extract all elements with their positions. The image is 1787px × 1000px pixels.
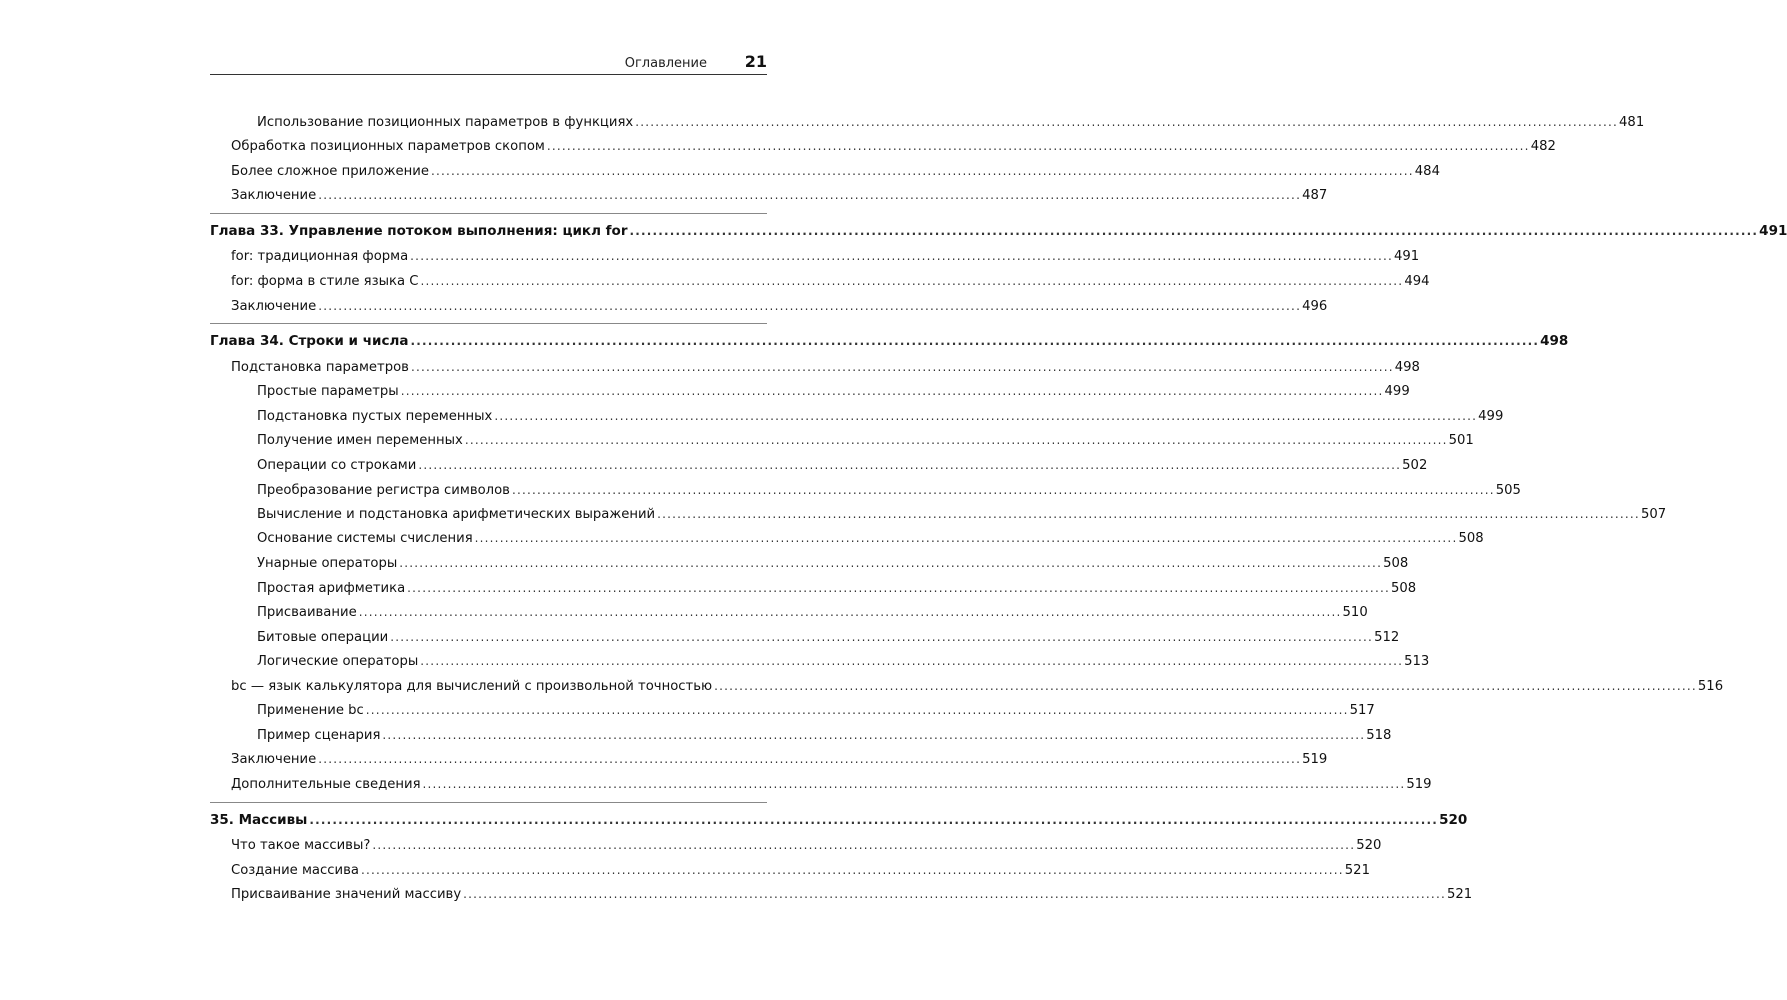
- toc-entry-page: 487: [1302, 188, 1328, 203]
- toc-entry-page: 482: [1530, 139, 1556, 154]
- dot-leader: ....................................................................................................................................................................................................: [474, 531, 1458, 545]
- toc-entry-page: 513: [1404, 654, 1430, 669]
- toc-entry-label: Использование позиционных параметров в функциях: [257, 115, 634, 130]
- toc-entry-label: Логические операторы: [257, 654, 419, 669]
- toc-entry: [257, 628, 1400, 646]
- toc-entry-page: 508: [1383, 556, 1409, 571]
- toc-entry: [231, 272, 1430, 290]
- dot-leader: ....................................................................................................................................................................................................: [372, 838, 1356, 852]
- toc-entry-page: 501: [1448, 433, 1474, 448]
- dot-leader: ....................................................................................................................................................................................................: [418, 458, 1402, 472]
- dot-leader: ....................................................................................................................................................................................................: [629, 224, 1759, 238]
- toc-entry-page: 510: [1342, 605, 1368, 620]
- toc-chapter-page: 498: [1540, 333, 1569, 349]
- toc-entry-page: 491: [1394, 249, 1420, 264]
- toc-entry-page: 499: [1384, 384, 1410, 399]
- dot-leader: ....................................................................................................................................................................................................: [546, 139, 1530, 153]
- toc-entry-page: 494: [1404, 274, 1430, 289]
- toc-entry: [231, 162, 1440, 180]
- toc-entry-page: 505: [1495, 483, 1521, 498]
- toc-entry: [257, 407, 1504, 425]
- toc-entry-label: bc — язык калькулятора для вычислений с произвольной точностью: [231, 679, 713, 694]
- toc-chapter-page: 491: [1759, 223, 1787, 239]
- toc-entry-page: 499: [1478, 409, 1504, 424]
- dot-leader: ....................................................................................................................................................................................................: [318, 188, 1302, 202]
- dot-leader: ....................................................................................................................................................................................................: [365, 703, 1349, 717]
- dot-leader: ....................................................................................................................................................................................................: [714, 679, 1697, 693]
- toc-entry: [231, 297, 1328, 315]
- toc-entry: [257, 579, 1417, 597]
- toc-entry: [231, 677, 1724, 695]
- toc-entry: [257, 505, 1667, 523]
- toc-entry-label: Подстановка параметров: [231, 360, 409, 375]
- toc-entry-label: Присваивание: [257, 605, 357, 620]
- toc-chapter: [210, 811, 1468, 829]
- toc-entry: [231, 836, 1382, 854]
- toc-entry-page: 507: [1640, 507, 1667, 522]
- toc-entry-label: Дополнительные сведения: [231, 777, 421, 792]
- toc-entry-label: Заключение: [231, 299, 317, 314]
- toc-entry-label: Заключение: [231, 188, 317, 203]
- toc-entry-label: Битовые операции: [257, 630, 389, 645]
- toc-entry: [257, 554, 1409, 572]
- toc-entry-page: 521: [1446, 887, 1473, 902]
- dot-leader: ....................................................................................................................................................................................................: [463, 887, 1446, 901]
- toc-entry-label: Простая арифметика: [257, 581, 406, 596]
- dot-leader: ....................................................................................................................................................................................................: [657, 507, 1640, 521]
- toc-entry: [257, 652, 1430, 670]
- chapter-separator: [210, 323, 767, 324]
- toc-entry-label: Операции со строками: [257, 458, 417, 473]
- toc-entry-page: 508: [1391, 581, 1417, 596]
- toc-entry-page: 517: [1349, 703, 1375, 718]
- toc-entry-page: 519: [1302, 752, 1328, 767]
- dot-leader: ....................................................................................................................................................................................................: [430, 164, 1414, 178]
- dot-leader: ....................................................................................................................................................................................................: [390, 630, 1374, 644]
- toc-entry-label: Создание массива: [231, 863, 359, 878]
- toc-entry-page: 520: [1356, 838, 1382, 853]
- toc-entry-page: 516: [1697, 679, 1724, 694]
- toc-entry: [231, 247, 1420, 265]
- toc-entry-label: Обработка позиционных параметров скопом: [231, 139, 545, 154]
- toc-entry-page: 496: [1302, 299, 1328, 314]
- toc-entry-label: Присваивание значений массиву: [231, 887, 462, 902]
- dot-leader: ....................................................................................................................................................................................................: [422, 777, 1406, 791]
- dot-leader: ....................................................................................................................................................................................................: [410, 249, 1394, 263]
- toc-entry: [257, 603, 1368, 621]
- toc-entry-page: 519: [1406, 777, 1432, 792]
- dot-leader: ....................................................................................................................................................................................................: [318, 752, 1302, 766]
- toc-entry: [257, 481, 1521, 499]
- toc-entry-label: Заключение: [231, 752, 317, 767]
- toc-entry: [231, 186, 1328, 204]
- toc-entry-label: Что такое массивы?: [231, 838, 371, 853]
- dot-leader: ....................................................................................................................................................................................................: [399, 556, 1383, 570]
- toc-entry-page: 498: [1394, 360, 1420, 375]
- chapter-separator: [210, 213, 767, 214]
- toc-chapter-page: 520: [1439, 812, 1468, 828]
- toc-chapter-label: 35. Массивы: [210, 812, 308, 828]
- dot-leader: ....................................................................................................................................................................................................: [635, 115, 1619, 129]
- toc-entry-page: 484: [1414, 164, 1440, 179]
- toc-entry: [257, 382, 1410, 400]
- toc-chapter-label: Глава 34. Строки и числа: [210, 333, 409, 349]
- toc-entry-label: Подстановка пустых переменных: [257, 409, 493, 424]
- toc-entry-page: 502: [1402, 458, 1428, 473]
- toc-entry-label: Вычисление и подстановка арифметических выражений: [257, 507, 656, 522]
- toc-entry: [257, 113, 1645, 131]
- dot-leader: ....................................................................................................................................................................................................: [410, 334, 1540, 348]
- toc-entry: [231, 137, 1556, 155]
- toc-entry-page: 508: [1458, 531, 1484, 546]
- dot-leader: ....................................................................................................................................................................................................: [420, 654, 1404, 668]
- toc-entry: [257, 431, 1474, 449]
- toc-entry-label: Простые параметры: [257, 384, 399, 399]
- chapter-separator: [210, 802, 767, 803]
- dot-leader: ....................................................................................................................................................................................................: [494, 409, 1478, 423]
- dot-leader: ....................................................................................................................................................................................................: [511, 483, 1495, 497]
- toc-entry-label: Преобразование регистра символов: [257, 483, 510, 498]
- toc-entry: [231, 885, 1473, 903]
- dot-leader: ....................................................................................................................................................................................................: [382, 728, 1366, 742]
- toc-entry-page: 512: [1374, 630, 1400, 645]
- dot-leader: ....................................................................................................................................................................................................: [407, 581, 1390, 595]
- dot-leader: ....................................................................................................................................................................................................: [309, 813, 1439, 827]
- toc-entry-label: Унарные операторы: [257, 556, 398, 571]
- toc-entry: [257, 456, 1428, 474]
- toc-entry: [257, 701, 1375, 719]
- toc-entry: [257, 529, 1484, 547]
- toc-entry: [231, 358, 1420, 376]
- toc-entry-label: Пример сценария: [257, 728, 381, 743]
- header-title: Оглавление: [624, 56, 707, 71]
- toc-entry-label: Более сложное приложение: [231, 164, 429, 179]
- toc-entry-label: Получение имен переменных: [257, 433, 463, 448]
- toc-entry-page: 521: [1344, 863, 1370, 878]
- toc-entry-label: Основание системы счисления: [257, 531, 473, 546]
- toc-chapter-label: Глава 33. Управление потоком выполнения: цикл for: [210, 223, 628, 239]
- dot-leader: ....................................................................................................................................................................................................: [420, 274, 1404, 288]
- toc-entry: [231, 750, 1328, 768]
- toc-entry: [257, 726, 1392, 744]
- dot-leader: ....................................................................................................................................................................................................: [400, 384, 1384, 398]
- dot-leader: ....................................................................................................................................................................................................: [360, 863, 1344, 877]
- toc-chapter: [210, 332, 1569, 350]
- dot-leader: ....................................................................................................................................................................................................: [358, 605, 1342, 619]
- toc-chapter: [210, 222, 1787, 240]
- toc-entry: [231, 775, 1432, 793]
- dot-leader: ....................................................................................................................................................................................................: [410, 360, 1394, 374]
- dot-leader: ....................................................................................................................................................................................................: [318, 299, 1302, 313]
- toc-entry-page: 481: [1619, 115, 1645, 130]
- toc-entry-label: for: форма в стиле языка C: [231, 274, 419, 289]
- page-number: 21: [744, 52, 767, 71]
- toc-entry-page: 518: [1366, 728, 1392, 743]
- toc-entry: [231, 861, 1370, 879]
- toc-entry-label: Применение bc: [257, 703, 364, 718]
- toc-entry-label: for: традиционная форма: [231, 249, 409, 264]
- dot-leader: ....................................................................................................................................................................................................: [464, 433, 1448, 447]
